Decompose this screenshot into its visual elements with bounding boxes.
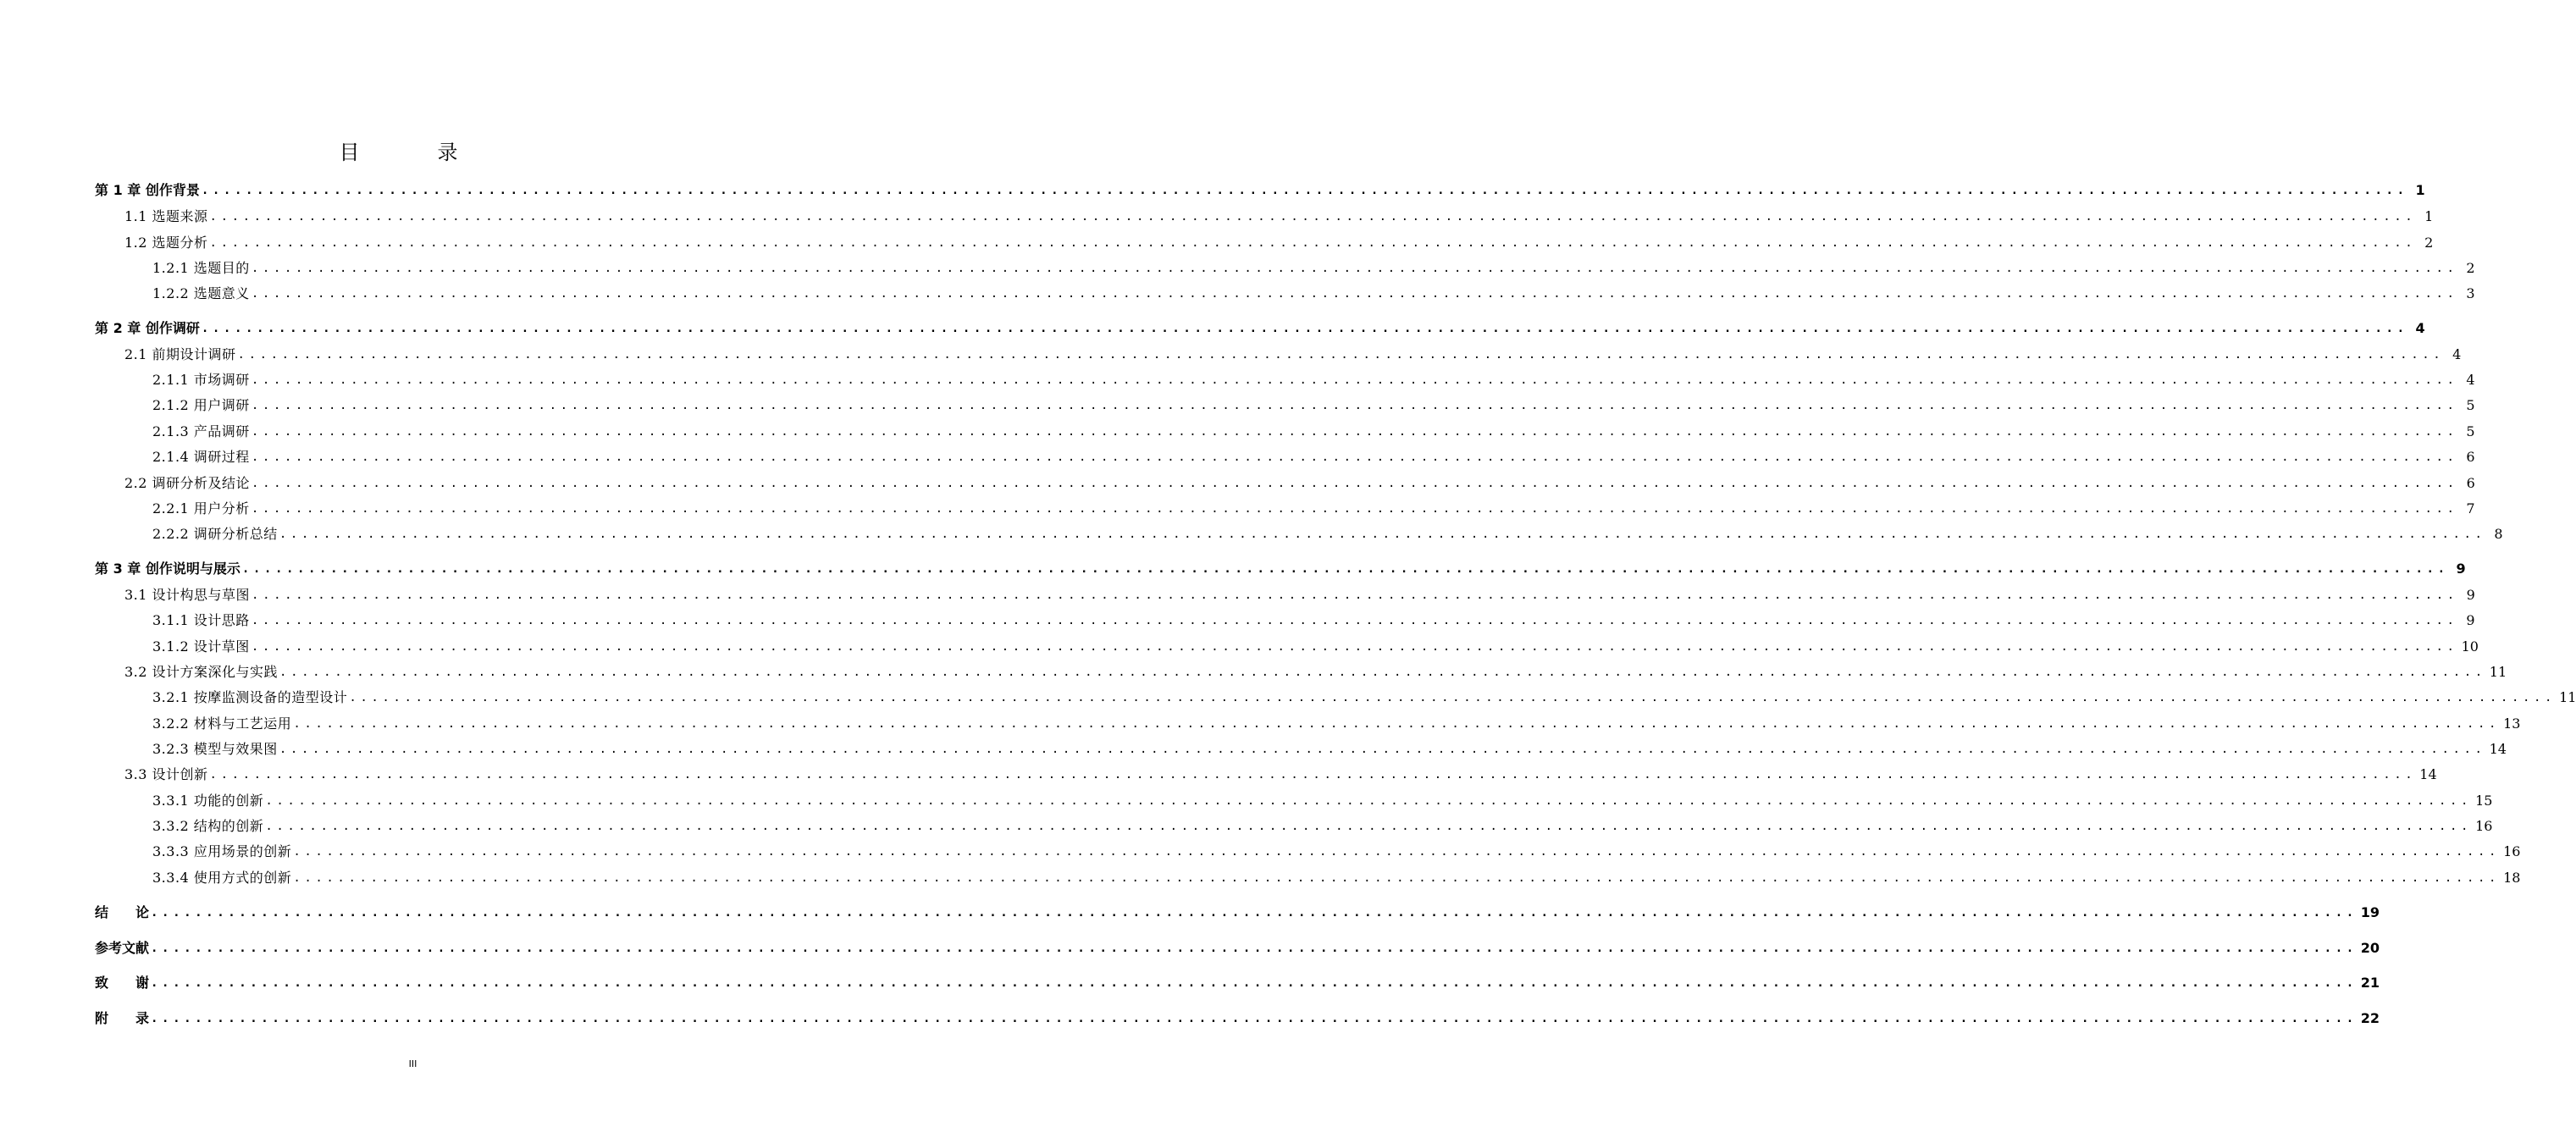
toc-entry-title: 1.2.1 选题目的 — [152, 260, 250, 276]
toc-entry-title: 第 1 章 创作背景 — [95, 182, 200, 198]
toc-entry-page: 3 — [2466, 285, 2475, 301]
toc-entry[interactable] — [124, 472, 2475, 492]
toc-entry-page: 16 — [2475, 818, 2493, 834]
toc-entry-title: 2.1.2 用户调研 — [152, 397, 250, 413]
toc-entry-title: 2.2 调研分析及结论 — [124, 475, 251, 491]
toc-entry-page: 15 — [2475, 793, 2493, 809]
toc-entry[interactable] — [152, 840, 2521, 860]
toc-entry[interactable] — [152, 497, 2475, 517]
toc-entry[interactable] — [152, 420, 2475, 440]
toc-entry-page: 6 — [2466, 449, 2475, 465]
toc-entry[interactable] — [152, 712, 2521, 732]
toc-leader-dots: ........................................................................................................................................................................................................ — [252, 477, 2458, 490]
toc-entry[interactable] — [152, 815, 2493, 835]
toc-entry[interactable] — [152, 609, 2475, 629]
toc-entry[interactable] — [124, 343, 2462, 363]
toc-leader-dots: ........................................................................................................................................................................................................ — [151, 942, 2358, 955]
toc-leader-dots: ........................................................................................................................................................................................................ — [209, 210, 2417, 224]
toc-entry-title: 3.3.2 结构的创新 — [152, 818, 264, 834]
toc-entry-page: 2 — [2424, 235, 2434, 251]
toc-entry-title: 3.2 设计方案深化与实践 — [124, 664, 279, 680]
toc-entry-page: 22 — [2360, 1010, 2380, 1026]
toc-entry-page: 10 — [2461, 638, 2479, 655]
toc-entry-page: 9 — [2466, 587, 2475, 603]
toc-entry-page: 18 — [2503, 870, 2521, 886]
toc-entry-page: 4 — [2466, 372, 2475, 388]
toc-entry[interactable] — [152, 789, 2493, 809]
toc-entry-title: 1.1 选题来源 — [124, 208, 208, 224]
toc-entry-page: 7 — [2466, 500, 2475, 517]
toc-entry-page: 5 — [2466, 397, 2475, 413]
toc-entry-page: 9 — [2466, 612, 2475, 628]
toc-entry-page: 20 — [2360, 940, 2380, 956]
toc-leader-dots: ........................................................................................................................................................................................................ — [252, 588, 2458, 602]
toc-entry[interactable] — [124, 660, 2507, 681]
toc-leader-dots: ........................................................................................................................................................................................................ — [251, 450, 2458, 464]
toc-entry-page: 11 — [2559, 689, 2576, 705]
toc-entry-title: 3.2.1 按摩监测设备的造型设计 — [152, 689, 348, 705]
toc-leader-dots: ........................................................................................................................................................................................................ — [209, 768, 2417, 782]
toc-leader-dots: ........................................................................................................................................................................................................ — [209, 236, 2417, 250]
toc-entry-page: 5 — [2466, 423, 2475, 439]
toc-entry-page: 21 — [2360, 975, 2380, 991]
page-number: III — [408, 1058, 417, 1069]
toc-leader-dots: ........................................................................................................................................................................................................ — [251, 640, 2458, 654]
toc-entry-title: 3.3 设计创新 — [124, 766, 208, 782]
toc-entry-title: 3.2.3 模型与效果图 — [152, 741, 278, 757]
toc-entry[interactable] — [152, 368, 2475, 389]
toc-entry[interactable] — [152, 522, 2503, 543]
toc-entry[interactable] — [152, 686, 2576, 706]
toc-entry[interactable] — [95, 901, 2380, 921]
toc-leader-dots: ........................................................................................................................................................................................................ — [251, 373, 2458, 387]
toc-entry-title: 1.2.2 选题意义 — [152, 285, 250, 301]
toc-entry-title: 2.2.2 调研分析总结 — [152, 526, 278, 542]
toc-leader-dots: ........................................................................................................................................................................................................ — [151, 906, 2358, 920]
toc-entry[interactable] — [152, 257, 2475, 277]
toc-leader-dots: ........................................................................................................................................................................................................ — [293, 845, 2501, 859]
toc-entry-title: 3.3.4 使用方式的创新 — [152, 870, 292, 886]
toc-leader-dots: ........................................................................................................................................................................................................ — [251, 287, 2458, 301]
toc-entry-page: 13 — [2503, 715, 2521, 732]
toc-entry[interactable] — [152, 737, 2507, 758]
toc-entry[interactable] — [152, 394, 2475, 414]
toc-leader-dots: ........................................................................................................................................................................................................ — [293, 871, 2501, 885]
toc-entry-title: 3.3.3 应用场景的创新 — [152, 843, 292, 859]
toc-entry-title: 1.2 选题分析 — [124, 235, 208, 251]
toc-entry-page: 16 — [2503, 843, 2521, 859]
toc-leader-dots: ........................................................................................................................................................................................................ — [279, 528, 2486, 541]
toc-entry-page: 14 — [2489, 741, 2507, 757]
toc-entry[interactable] — [124, 763, 2437, 783]
toc-entry-page: 14 — [2419, 766, 2437, 782]
toc-leader-dots: ........................................................................................................................................................................................................ — [241, 562, 2449, 576]
toc-entry-title: 结 论 — [95, 904, 150, 920]
toc-entry-page: 19 — [2360, 904, 2380, 920]
toc-entry[interactable] — [95, 317, 2425, 337]
toc-entry-page: 1 — [2415, 182, 2425, 198]
toc-entry[interactable] — [152, 866, 2521, 887]
toc-entry-page: 4 — [2415, 320, 2425, 336]
toc-entry-title: 致 谢 — [95, 975, 150, 991]
toc-entry-title: 3.1 设计构思与草图 — [124, 587, 251, 603]
toc-leader-dots: ........................................................................................................................................................................................................ — [349, 691, 2557, 704]
toc-leader-dots: ........................................................................................................................................................................................................ — [265, 794, 2473, 808]
toc-entry-title: 3.1.1 设计思路 — [152, 612, 250, 628]
toc-entry-page: 6 — [2466, 475, 2475, 491]
toc-entry[interactable] — [95, 557, 2466, 577]
toc-leader-dots: ........................................................................................................................................................................................................ — [237, 348, 2445, 362]
toc-entry[interactable] — [124, 583, 2475, 604]
toc-entry-title: 2.1.3 产品调研 — [152, 423, 250, 439]
toc-entry-title: 参考文献 — [95, 940, 150, 956]
page-title: 目 录 — [339, 141, 487, 164]
toc-leader-dots: ........................................................................................................................................................................................................ — [151, 1012, 2358, 1025]
toc-entry-page: 1 — [2424, 208, 2434, 224]
toc-entry[interactable] — [124, 231, 2434, 251]
toc-leader-dots: ........................................................................................................................................................................................................ — [293, 717, 2501, 731]
toc-entry[interactable] — [124, 205, 2434, 225]
toc-leader-dots: ........................................................................................................................................................................................................ — [151, 976, 2358, 990]
toc-entry-title: 3.3.1 功能的创新 — [152, 793, 264, 809]
toc-entry-page: 9 — [2456, 561, 2466, 577]
toc-leader-dots: ........................................................................................................................................................................................................ — [251, 399, 2458, 412]
toc-entry[interactable] — [152, 635, 2479, 655]
toc-leader-dots: ........................................................................................................................................................................................................ — [251, 502, 2458, 516]
toc-entry-title: 2.1.4 调研过程 — [152, 449, 250, 465]
toc-entry-title: 3.2.2 材料与工艺运用 — [152, 715, 292, 732]
toc-entry-title: 附 录 — [95, 1010, 150, 1026]
toc-entry-page: 11 — [2489, 664, 2507, 680]
toc-entry-title: 第 3 章 创作说明与展示 — [95, 561, 240, 577]
toc-entry-page: 4 — [2452, 346, 2462, 362]
toc-leader-dots: ........................................................................................................................................................................................................ — [201, 322, 2408, 335]
toc-entry-title: 2.1.1 市场调研 — [152, 372, 250, 388]
toc-leader-dots: ........................................................................................................................................................................................................ — [201, 184, 2408, 197]
toc-entry[interactable] — [152, 445, 2475, 466]
toc-entry-title: 第 2 章 创作调研 — [95, 320, 200, 336]
toc-leader-dots: ........................................................................................................................................................................................................ — [251, 262, 2458, 275]
toc-entry-title: 2.1 前期设计调研 — [124, 346, 236, 362]
toc-leader-dots: ........................................................................................................................................................................................................ — [265, 820, 2473, 833]
toc-entry[interactable] — [152, 282, 2475, 302]
toc-entry-title: 3.1.2 设计草图 — [152, 638, 250, 655]
toc-entry[interactable] — [95, 179, 2425, 199]
toc-entry-page: 8 — [2494, 526, 2503, 542]
toc-entry[interactable] — [95, 936, 2380, 957]
toc-entry-page: 2 — [2466, 260, 2475, 276]
toc-entry[interactable] — [95, 971, 2380, 992]
toc-leader-dots: ........................................................................................................................................................................................................ — [279, 666, 2486, 679]
toc-leader-dots: ........................................................................................................................................................................................................ — [251, 614, 2458, 627]
toc-leader-dots: ........................................................................................................................................................................................................ — [251, 425, 2458, 439]
toc-entry[interactable] — [95, 1007, 2380, 1027]
toc-entry-title: 2.2.1 用户分析 — [152, 500, 250, 517]
toc-leader-dots: ........................................................................................................................................................................................................ — [279, 743, 2486, 756]
